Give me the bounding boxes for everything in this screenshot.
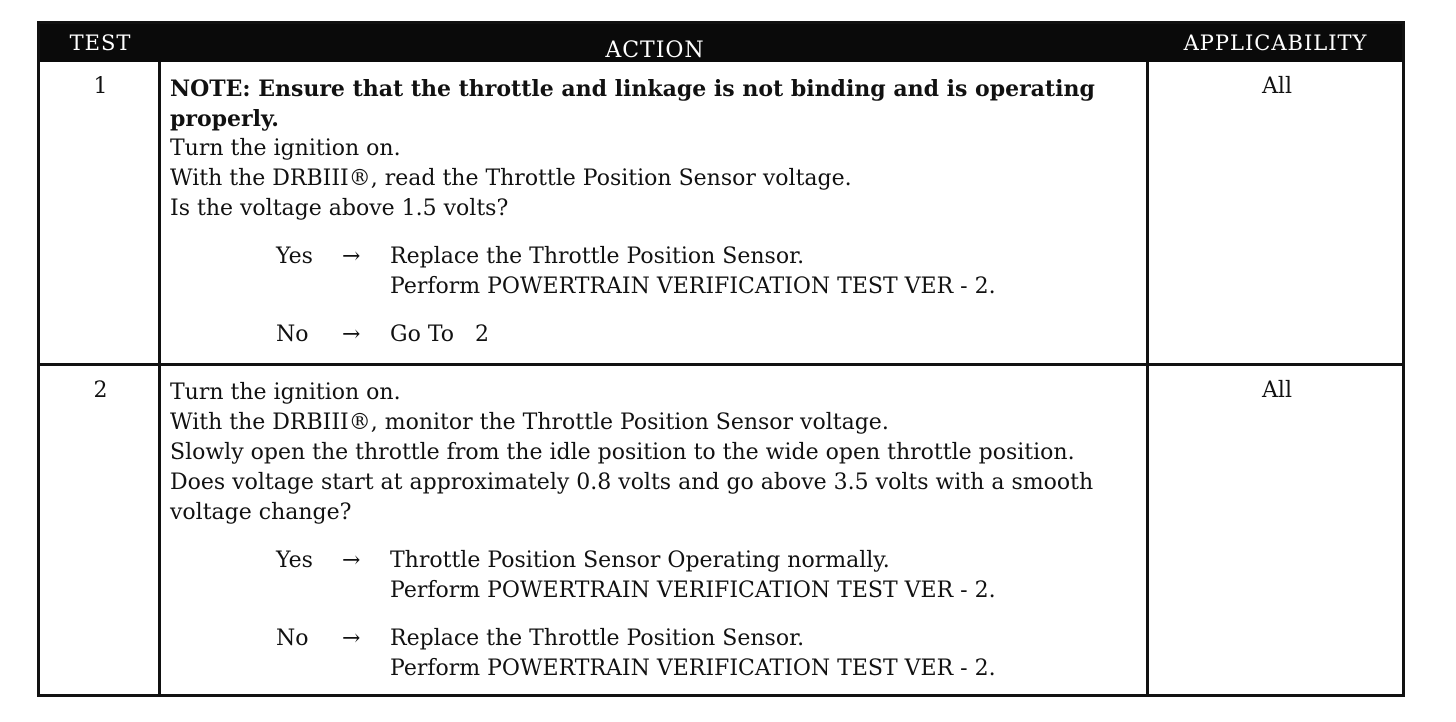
note-text: NOTE: Ensure that the throttle and linkage is not binding and is operating properly. xyxy=(170,76,1095,132)
table-header xyxy=(40,24,1402,62)
test-number: 1 xyxy=(93,74,108,99)
outcome-no xyxy=(170,624,1145,684)
outcome-text xyxy=(390,624,996,684)
outcome-text xyxy=(390,242,996,302)
table-row xyxy=(40,366,1402,694)
right-arrow-icon: → xyxy=(342,548,361,573)
outcome-label: No xyxy=(276,322,309,347)
header-action: ACTION xyxy=(605,38,705,63)
right-arrow-icon: → xyxy=(342,626,361,651)
outcome-label: Yes xyxy=(276,244,313,269)
outcome-text xyxy=(390,546,996,606)
outcome-line: Throttle Position Sensor Operating normally. xyxy=(390,548,890,573)
outcome-line: Go To 2 xyxy=(390,322,489,347)
step-text: Is the voltage above 1.5 volts? xyxy=(170,196,509,221)
step-text: Does voltage start at approximately 0.8 volts and go above 3.5 volts with a smooth voltage change? xyxy=(170,470,1094,525)
outcome-text xyxy=(390,320,489,350)
outcome-label: Yes xyxy=(276,548,313,573)
step-text: With the DRBIII®, monitor the Throttle Position Sensor voltage. xyxy=(170,410,889,435)
header-applicability: APPLICABILITY xyxy=(1183,31,1368,55)
step-text: Turn the ignition on. xyxy=(170,136,401,161)
table-row xyxy=(40,62,1402,363)
outcome-line: Replace the Throttle Position Sensor. xyxy=(390,626,805,651)
right-arrow-icon: → xyxy=(342,244,361,269)
test-number: 2 xyxy=(93,378,108,403)
diagnostic-table xyxy=(37,21,1405,697)
outcome-no xyxy=(170,320,1145,350)
outcome-label: No xyxy=(276,626,309,651)
outcome-line: Perform POWERTRAIN VERIFICATION TEST VER - 2. xyxy=(390,656,996,681)
outcome-line: Perform POWERTRAIN VERIFICATION TEST VER - 2. xyxy=(390,578,996,603)
action-cell xyxy=(170,74,1145,350)
outcome-yes xyxy=(170,546,1145,606)
step-text: Slowly open the throttle from the idle position to the wide open throttle position. xyxy=(170,440,1075,465)
right-arrow-icon: → xyxy=(342,322,361,347)
outcome-line: Perform POWERTRAIN VERIFICATION TEST VER - 2. xyxy=(390,274,996,299)
action-cell xyxy=(170,378,1145,684)
outcome-yes xyxy=(170,242,1145,302)
step-text: With the DRBIII®, read the Throttle Position Sensor voltage. xyxy=(170,166,852,191)
step-text: Turn the ignition on. xyxy=(170,380,401,405)
applicability-value: All xyxy=(1262,378,1292,403)
header-test: TEST xyxy=(69,31,132,55)
applicability-value: All xyxy=(1262,74,1292,99)
outcome-line: Replace the Throttle Position Sensor. xyxy=(390,244,805,269)
